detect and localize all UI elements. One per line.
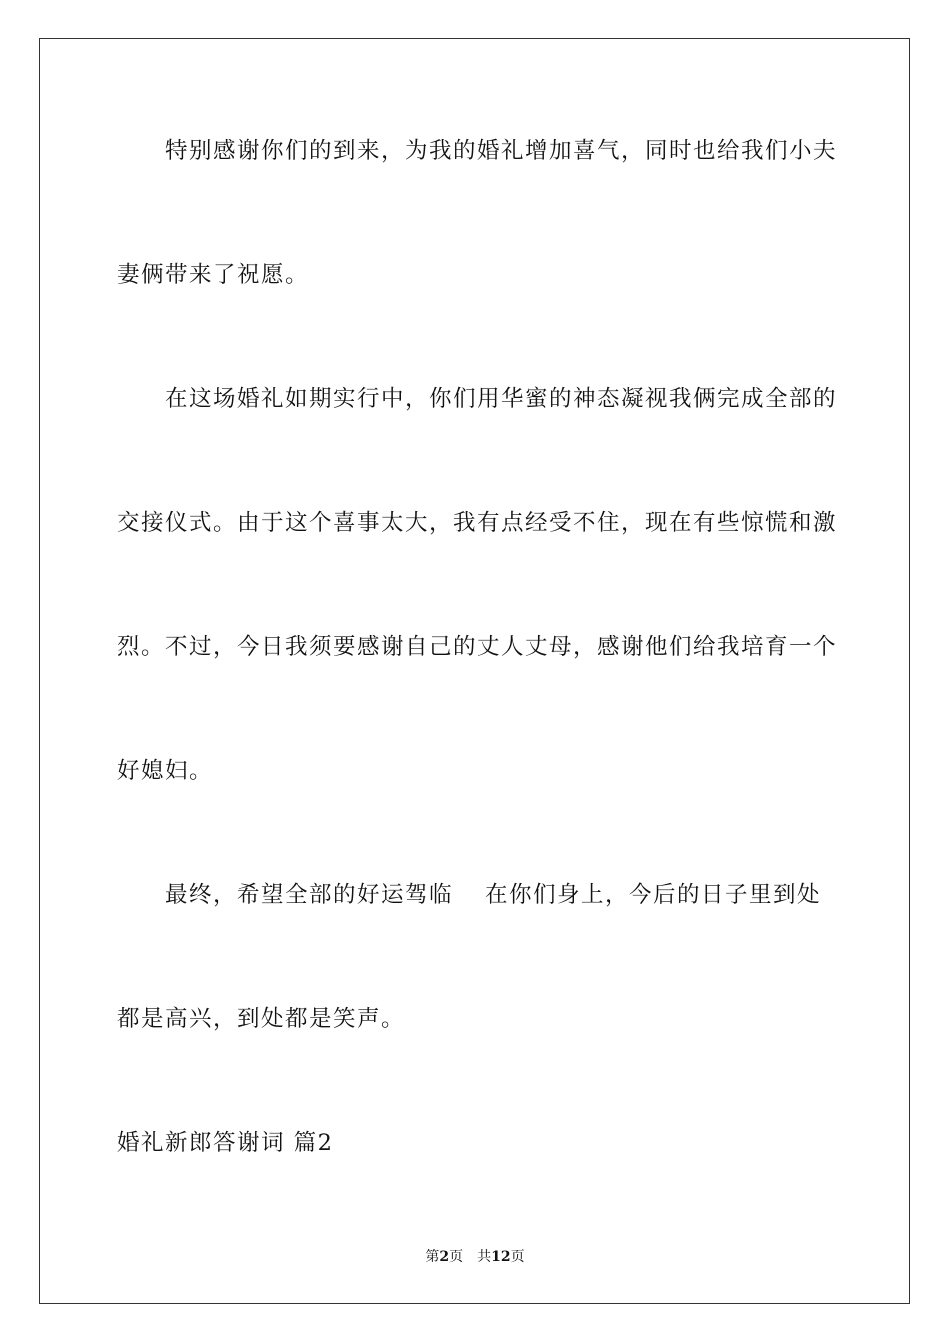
paragraph-3-line-2: 都是高兴，到处都是笑声。	[117, 1006, 406, 1032]
paragraph-2-line-2: 交接仪式。由于这个喜事太大，我有点经受不住，现在有些惊慌和激	[117, 510, 838, 536]
page-footer	[0, 1248, 950, 1266]
paragraph-2-line-3: 烈。不过，今日我须要感谢自己的丈人丈母，感谢他们给我培育一个	[117, 634, 838, 660]
paragraph-3-line-1-part-2: 在你们身上，今后的日子里到处	[485, 882, 822, 908]
paragraph-3-line-1-part-1: 最终，希望全部的好运驾临	[165, 882, 454, 908]
paragraph-1-line-2: 妻俩带来了祝愿。	[117, 262, 310, 288]
paragraph-2-line-4: 好媳妇。	[117, 758, 214, 784]
paragraph-3-line-1	[165, 880, 833, 910]
paragraph-2-line-1: 在这场婚礼如期实行中，你们用华蜜的神态凝视我俩完成全部的	[165, 386, 838, 412]
footer-page-suffix: 页	[449, 1249, 464, 1265]
footer-total-prefix: 共	[477, 1249, 492, 1265]
footer-total-pages: 12	[491, 1249, 511, 1265]
footer-page-prefix: 第	[425, 1249, 440, 1265]
page-border	[39, 38, 910, 1304]
footer-page-number: 2	[439, 1249, 450, 1265]
footer-total-suffix: 页	[510, 1249, 525, 1265]
paragraph-1-line-1: 特别感谢你们的到来，为我的婚礼增加喜气，同时也给我们小夫	[165, 138, 838, 164]
section-heading: 婚礼新郎答谢词 篇2	[117, 1130, 334, 1156]
